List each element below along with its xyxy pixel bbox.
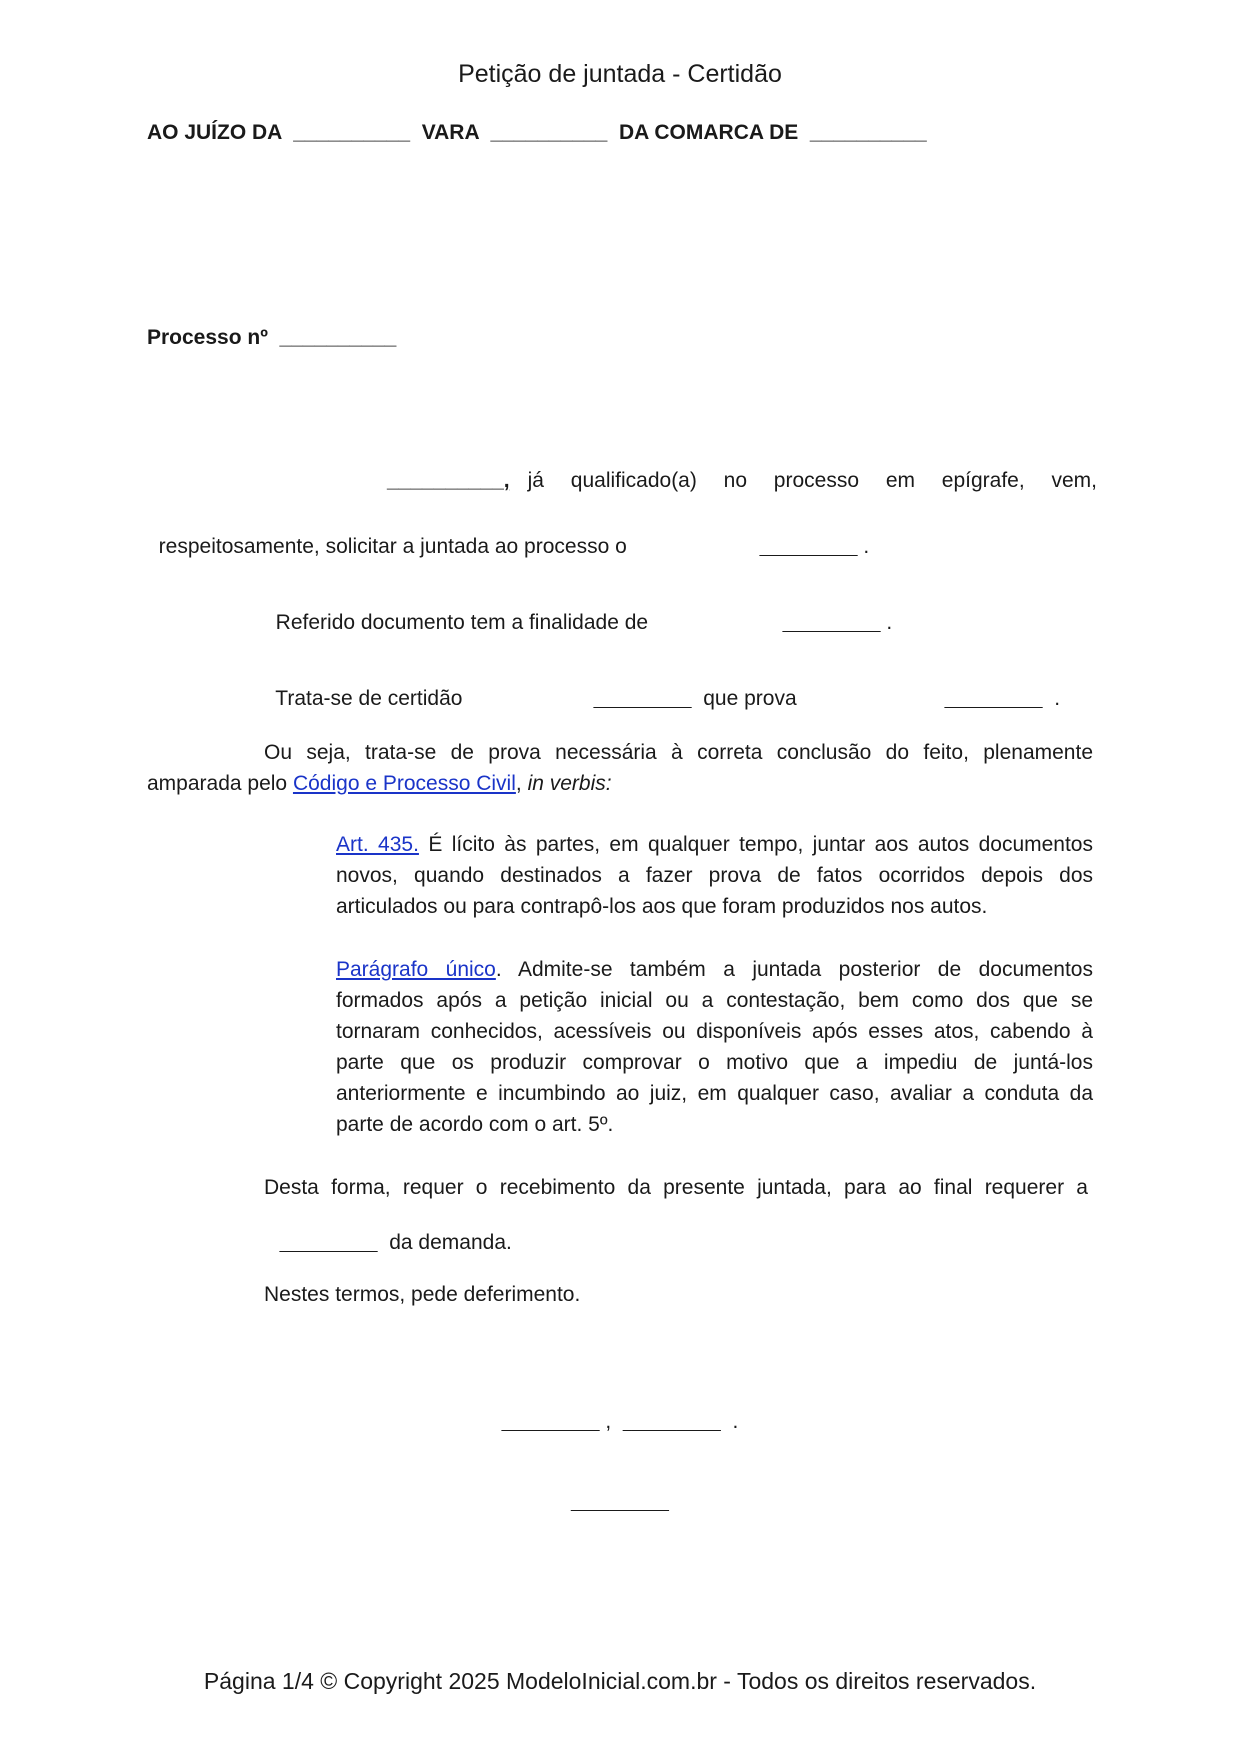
referido-text: Referido documento tem a finalidade de — [275, 611, 649, 634]
ou-seja-comma: , — [515, 772, 522, 795]
referido-end — [771, 587, 892, 635]
trata-mid-text: que prova — [703, 687, 797, 710]
referido-paragraph — [264, 587, 648, 635]
certificate-type-blank: ___________ — [593, 692, 692, 709]
intro-line-1 — [147, 469, 1097, 493]
desta-forma-line-1 — [264, 1176, 1088, 1200]
intro-line-2-end — [748, 511, 869, 559]
cpc-link[interactable]: Código e Processo Civil — [292, 772, 516, 795]
desta-forma-end: da demanda. — [389, 1231, 512, 1254]
intro-line-2 — [147, 511, 627, 559]
paragrafo-unico-link[interactable]: Parágrafo único — [336, 958, 496, 981]
paragrafo-unico-quote — [336, 954, 1093, 1140]
page-footer: Página 1/4 © Copyright 2025 ModeloInicial.com.br - Todos os direitos reservados. — [203, 1668, 1037, 1694]
desta-forma-line-2 — [268, 1207, 512, 1255]
ou-seja-paragraph — [147, 737, 1093, 799]
intro-text-2: respeitosamente, solicitar a juntada ao processo o — [158, 535, 627, 558]
referido-period: . — [886, 611, 893, 634]
trata-end — [933, 663, 1060, 711]
intro-period: . — [863, 535, 870, 558]
place-date-separator: , — [605, 1410, 612, 1433]
request-blank: ___________ — [279, 1236, 378, 1253]
place-blank: ___________ — [501, 1415, 600, 1432]
place-date-line — [0, 1410, 1240, 1434]
process-number: Processo nº __________ — [147, 326, 397, 349]
trata-text: Trata-se de certidão — [275, 687, 463, 710]
party-name-blank: __________ — [387, 469, 504, 492]
art-435-quote — [336, 829, 1093, 922]
intro-comma: , — [503, 469, 510, 492]
court-header: AO JUÍZO DA __________ VARA __________ DA COMARCA DE __________ — [147, 121, 927, 144]
signature-blank: ___________ — [571, 1495, 669, 1512]
nestes-termos: Nestes termos, pede deferimento. — [264, 1283, 581, 1306]
date-blank: ___________ — [622, 1415, 721, 1432]
document-type-blank: ___________ — [759, 540, 858, 557]
paragrafo-unico-text: . Admite-se também a juntada posterior de documentos formados após a petição inicial ou a contestação, bem como dos que se tornaram conhecidos, acessíveis ou disponíveis após esses atos, cabendo à parte que os produzir comprovar o motivo que a impediu de juntá-los anteriormente e incumbindo ao juiz, em qualquer caso, avaliar a conduta da parte de acordo com o art. 5º. — [336, 958, 1093, 1136]
purpose-blank: ___________ — [782, 616, 881, 633]
trata-period: . — [1054, 687, 1061, 710]
signature-line — [0, 1490, 1240, 1514]
in-verbis: in verbis: — [527, 772, 612, 795]
proof-blank: ___________ — [944, 692, 1043, 709]
trata-middle — [582, 663, 797, 711]
place-date-period: . — [732, 1410, 739, 1433]
art-435-link[interactable]: Art. 435. — [336, 833, 419, 856]
trata-paragraph — [264, 663, 462, 711]
document-title: Petição de juntada - Certidão — [458, 60, 782, 88]
intro-text-1: já qualificado(a) no processo em epígrafe, vem, — [527, 469, 1097, 492]
ou-seja-text: Ou seja, trata-se de prova necessária à correta conclusão do feito, plenamente amparada pelo — [147, 741, 1093, 795]
desta-forma-text: Desta forma, requer o recebimento da presente juntada, para ao final requerer a — [264, 1176, 1088, 1199]
art-435-text: É lícito às partes, em qualquer tempo, juntar aos autos documentos novos, quando destinados a fazer prova de fatos ocorridos depois dos articulados ou para contrapô-los aos que foram produzidos nos autos. — [336, 833, 1093, 918]
